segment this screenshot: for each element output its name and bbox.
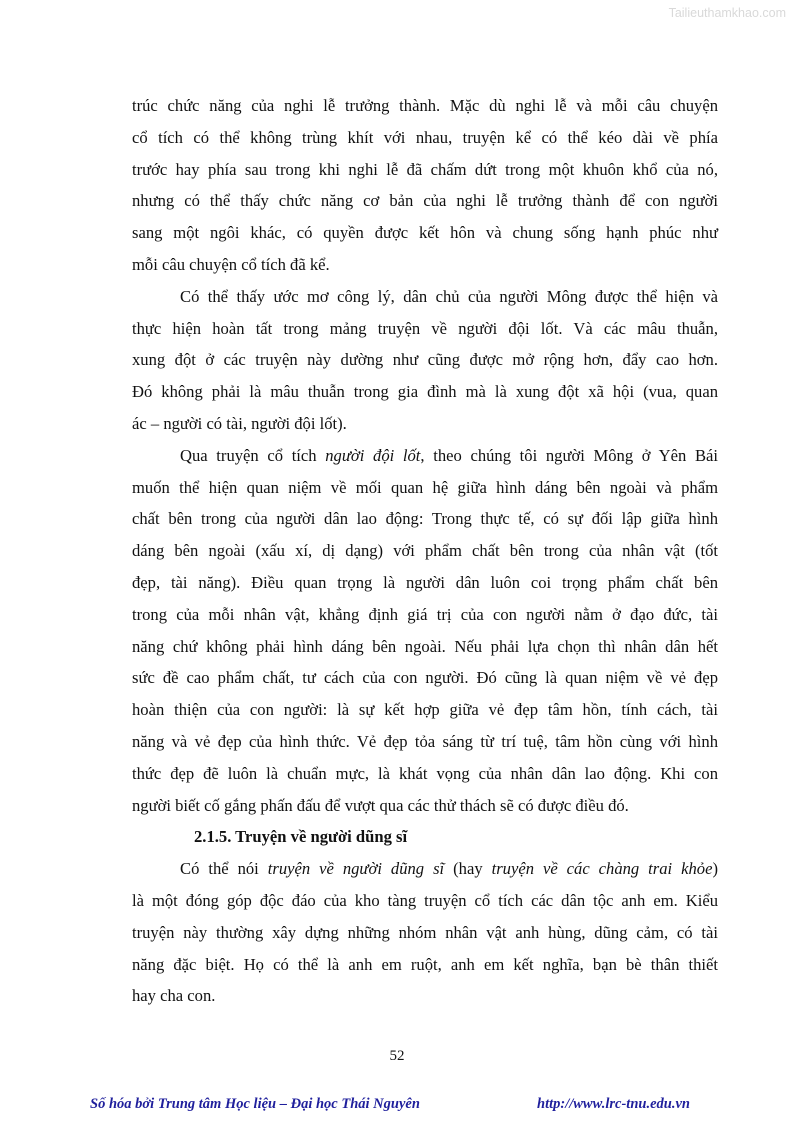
watermark: Tailieuthamkhao.com bbox=[668, 6, 786, 20]
text-line: trúc chức năng của nghi lễ trưởng thành. Mặc dù nghi lễ và mỗi câu chuyện bbox=[132, 96, 718, 115]
text-run: Qua truyện cổ tích bbox=[180, 445, 326, 465]
text-line: muốn thể hiện quan niệm về mối quan hệ giữa hình dáng bên ngoài và phẩm bbox=[132, 477, 718, 497]
text-line: sức đề cao phẩm chất, tư cách của con người. Đó cũng là quan niệm về vẻ đẹp bbox=[132, 668, 718, 688]
footer-credit: Số hóa bởi Trung tâm Học liệu – Đại học Thái Nguyên bbox=[90, 1096, 420, 1112]
text-run: , theo chúng tôi người Mông ở Yên Bái bbox=[420, 445, 718, 465]
italic-term: truyện về người dũng sĩ bbox=[267, 859, 445, 879]
text-line: người biết cố gắng phấn đấu để vượt qua các thử thách sẽ có được điều đó. bbox=[132, 795, 629, 815]
text-run: (hay bbox=[444, 859, 492, 879]
italic-term: người đội lốt bbox=[325, 445, 421, 465]
text-line: chất bên trong của người dân lao động: Trong thực tế, có sự đối lập giữa hình bbox=[132, 509, 718, 529]
text-line: nhưng có thể thấy chức năng cơ bản của nghi lễ trưởng thành để con người bbox=[132, 191, 718, 211]
text-line: Đó không phải là mâu thuẫn trong gia đình mà là xung đột xã hội (vua, quan bbox=[132, 382, 718, 402]
text-line: đẹp, tài năng). Điều quan trọng là người dân luôn coi trọng phẩm chất bên bbox=[132, 572, 718, 592]
text-line: Có thể thấy ước mơ công lý, dân chủ của người Mông được thể hiện và bbox=[180, 286, 718, 306]
text-line: là một đóng góp độc đáo của kho tàng truyện cổ tích các dân tộc anh em. Kiểu bbox=[132, 890, 718, 910]
text-line: trước hay phía sau trong khi nghi lễ đã chấm dứt trong một khuôn khổ của nó, bbox=[132, 159, 718, 179]
text-line: xung đột ở các truyện này dường như cũng được mở rộng hơn, đẩy cao hơn. bbox=[132, 350, 718, 370]
text-line: năng và vẻ đẹp của hình thức. Vẻ đẹp tỏa sáng từ trí tuệ, tâm hồn cùng với hình bbox=[132, 731, 718, 751]
text-line: truyện này thường xây dựng những nhóm nhân vật anh hùng, dũng cảm, có tài bbox=[132, 922, 718, 942]
italic-term: truyện về các chàng trai khỏe bbox=[491, 859, 713, 879]
text-line: dáng bên ngoài (xấu xí, dị dạng) với phẩm chất bên trong của nhân vật (tốt bbox=[132, 541, 718, 561]
text-line: năng chứ không phải hình dáng bên ngoài. Nếu phải lựa chọn thì nhân dân hết bbox=[132, 636, 718, 656]
text-line: thức đẹp đẽ luôn là chuẩn mực, là khát vọng của nhân dân lao động. Khi con bbox=[132, 763, 718, 783]
text-line: năng đặc biệt. Họ có thể là anh em ruột, anh em kết nghĩa, bạn bè thân thiết bbox=[132, 954, 718, 974]
text-run: Có thể nói bbox=[180, 859, 268, 879]
text-line: trong của mỗi nhân vật, khẳng định giá trị của con người nằm ở đạo đức, tài bbox=[132, 604, 718, 624]
section-heading: 2.1.5. Truyện về người dũng sĩ bbox=[194, 827, 408, 847]
text-line: cổ tích có thể không trùng khít với nhau, truyện kể có thể kéo dài về phía bbox=[132, 127, 718, 147]
text-line: hay cha con. bbox=[132, 986, 216, 1006]
text-line bbox=[132, 853, 718, 885]
page-body bbox=[132, 90, 718, 1012]
text-line: thực hiện hoàn tất trong mảng truyện về người đội lốt. Và các mâu thuẫn, bbox=[132, 318, 718, 338]
text-line: mỗi câu chuyện cổ tích đã kể. bbox=[132, 254, 330, 274]
text-line: hoàn thiện của con người: là sự kết hợp giữa vẻ đẹp tâm hồn, tính cách, tài bbox=[132, 700, 718, 720]
text-run: ) bbox=[712, 859, 718, 879]
text-line bbox=[132, 440, 718, 472]
text-line: sang một ngôi khác, có quyền được kết hôn và chung sống hạnh phúc như bbox=[132, 223, 718, 243]
text-line: ác – người có tài, người đội lốt). bbox=[132, 413, 347, 433]
footer-link[interactable]: http://www.lrc-tnu.edu.vn bbox=[537, 1096, 690, 1112]
page-number: 52 bbox=[389, 1048, 405, 1064]
